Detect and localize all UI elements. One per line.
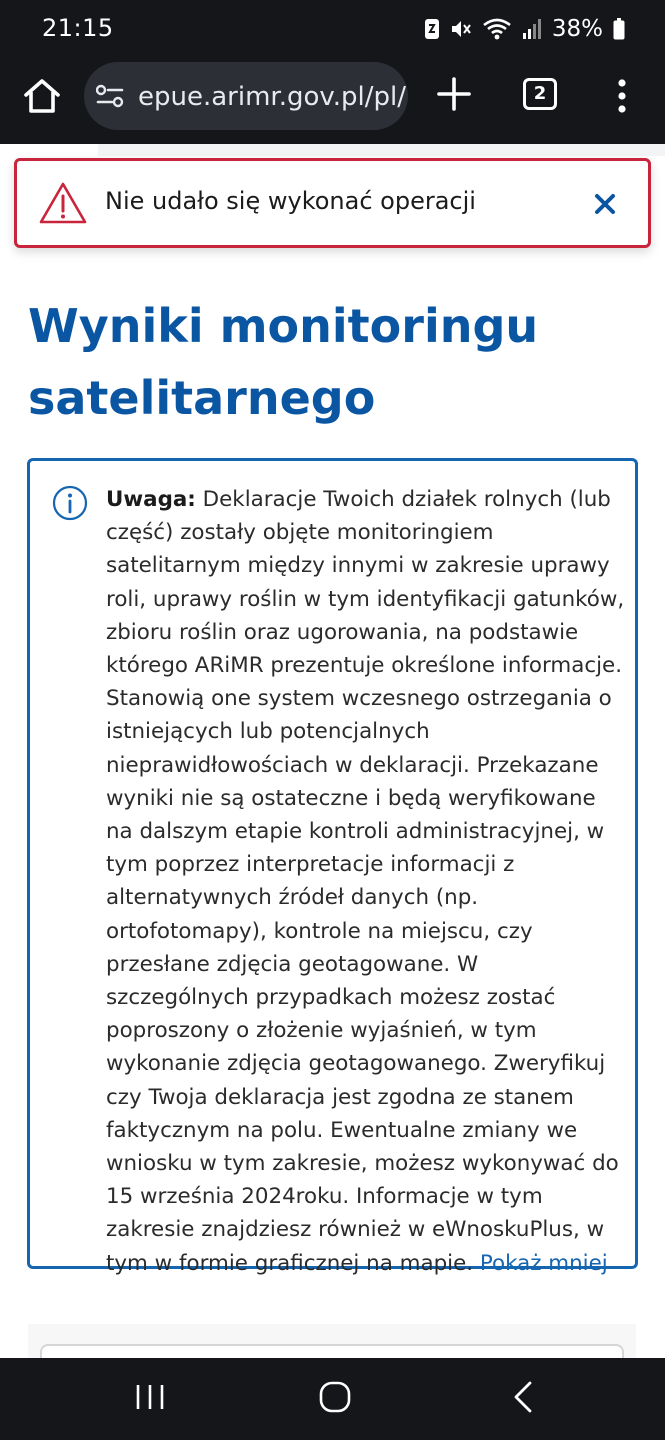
status-bar	[0, 0, 665, 58]
battery-icon	[613, 18, 625, 40]
info-icon	[52, 485, 88, 521]
notice-text	[106, 483, 626, 1280]
signal-icon	[522, 18, 542, 40]
battery-percent: 38%	[551, 16, 603, 42]
error-message: Nie udało się wykonać operacji	[105, 187, 476, 215]
wifi-icon	[482, 17, 512, 41]
warning-icon	[39, 181, 87, 225]
notice-body: Deklaracje Twoich działek rolnych (lub część) zostały objęte monitoringiem satelitarnym między innymi w zakresie uprawy roli, uprawy roślin w tym identyfikacji gatunków, zbioru roślin oraz ugorowania, na podstawie którego ARiMR prezentuje określone informacje. Stanowią one system wczesnego ostrzegania o istniejących lub potencjalnych nieprawidłowościach w deklaracji. Przekazane wyniki nie są ostateczne i będą weryfikowane na dalszym etapie kontroli administracyjnej, w tym poprzez interpretacje informacji z alternatywnych źródeł danych (np. ortofotomapy), kontrole na miejscu, czy przesłane zdjęcia geotagowane. W szczególnych przypadkach możesz zostać poproszony o złożenie wyjaśnień, w tym wykonanie zdjęcia geotagowanego. Zweryfikuj czy Twoja deklaracja jest zgodna ze stanem faktycznym na polu. Ewentualne zmiany we wniosku w tym zakresie, możesz wykonywać do 15 września 2024roku. Informacje w tym zakresie znajdziesz również w eWnoskuPlus, w tym w formie graficznej na mapie.	[106, 487, 625, 1276]
page-header-strip	[98, 144, 665, 156]
mute-icon	[450, 18, 472, 40]
plus-icon[interactable]	[436, 76, 472, 112]
results-card	[40, 1344, 624, 1358]
status-icons	[424, 16, 625, 42]
tab-switcher-button[interactable]: 2	[523, 78, 557, 110]
close-icon[interactable]	[592, 191, 618, 217]
status-time: 21:15	[42, 14, 114, 42]
browser-toolbar	[0, 58, 665, 144]
site-settings-icon[interactable]	[96, 84, 124, 108]
recents-icon[interactable]	[134, 1382, 166, 1412]
system-nav-bar	[0, 1358, 665, 1440]
page-content	[0, 144, 665, 1358]
notice-box	[27, 458, 638, 1276]
nfc-icon	[424, 18, 440, 40]
show-less-link[interactable]: Pokaż mniej	[479, 1250, 608, 1276]
home-icon[interactable]	[22, 76, 62, 116]
back-icon[interactable]	[510, 1380, 534, 1414]
menu-dots-icon[interactable]	[612, 78, 632, 114]
address-bar[interactable]	[84, 62, 408, 130]
url-text[interactable]: epue.arimr.gov.pl/pl/	[138, 82, 406, 112]
home-circle-icon[interactable]	[319, 1380, 351, 1414]
error-toast	[14, 158, 651, 248]
notice-label: Uwaga:	[106, 487, 196, 512]
page-title: Wyniki monitoringu satelitarnego	[28, 299, 539, 425]
